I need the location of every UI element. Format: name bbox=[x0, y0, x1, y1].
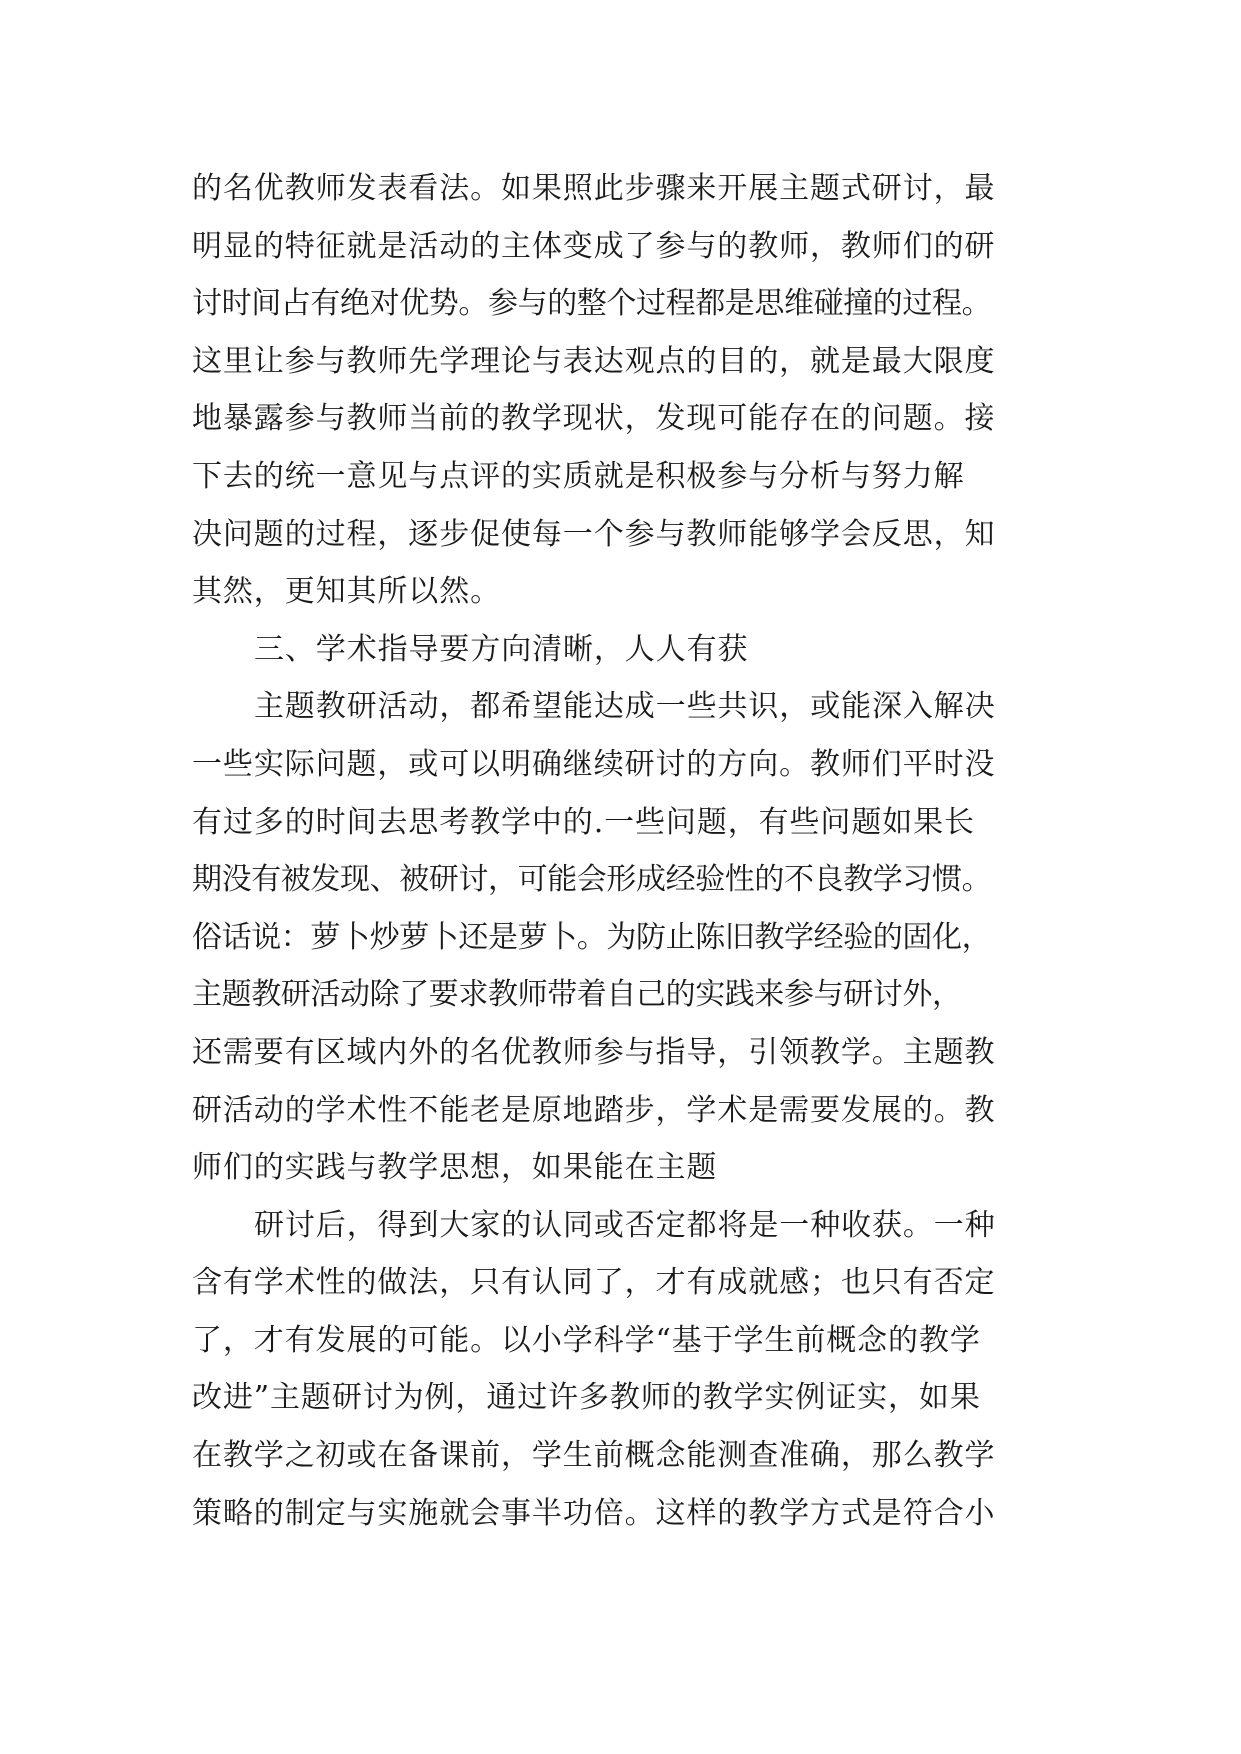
paragraph-2 bbox=[192, 678, 1092, 1196]
section-heading: 三、学术指导要方向清晰，人人有获 bbox=[254, 631, 749, 667]
text-line: 还需要有区域内外的名优教师参与指导，引领教学。主题教 bbox=[192, 1034, 996, 1070]
text-line: 俗话说：萝卜炒萝卜还是萝卜。为防止陈旧教学经验的固化， bbox=[192, 919, 992, 955]
text-line: 讨时间占有绝对优势。参与的整个过程都是思维碰撞的过程。 bbox=[192, 286, 992, 322]
text-line: 决问题的过程，逐步促使每一个参与教师能够学会反思，知 bbox=[192, 516, 996, 552]
text-line: 主题教研活动除了要求教师带着自己的实践来参与研讨外， bbox=[192, 977, 962, 1013]
text-line: 在教学之初或在备课前，学生前概念能测查准确，那么教学 bbox=[192, 1438, 996, 1474]
paragraph-1 bbox=[192, 160, 1092, 621]
text-line: 的名优教师发表看法。如果照此步骤来开展主题式研讨，最 bbox=[192, 171, 996, 206]
paragraph-3 bbox=[192, 1197, 1092, 1543]
text-line: 改进”主题研讨为例，通过许多教师的教学实例证实，如果 bbox=[192, 1380, 981, 1416]
text-line: 主题教研活动，都希望能达成一些共识，或能深入解决 bbox=[254, 689, 996, 725]
text-line: 地暴露参与教师当前的教学现状，发现可能存在的问题。接 bbox=[192, 401, 996, 437]
text-line: 研讨后，得到大家的认同或否定都将是一种收获。一种 bbox=[254, 1207, 996, 1243]
document-body bbox=[192, 160, 1092, 1542]
text-line: 一些实际问题，或可以明确继续研讨的方向。教师们平时没 bbox=[192, 746, 996, 782]
text-line: 策略的制定与实施就会事半功倍。这样的教学方式是符合小 bbox=[192, 1495, 996, 1531]
text-line: 师们的实践与教学思想，如果能在主题 bbox=[192, 1150, 718, 1186]
text-line: 研活动的学术性不能老是原地踏步，学术是需要发展的。教 bbox=[192, 1092, 996, 1128]
text-line: 明显的特征就是活动的主体变成了参与的教师，教师们的研 bbox=[192, 228, 996, 264]
text-line: 下去的统一意见与点评的实质就是积极参与分析与努力解 bbox=[192, 458, 965, 494]
text-line: 其然，更知其所以然。 bbox=[192, 574, 501, 610]
text-line: 有过多的时间去思考教学中的.一些问题，有些问题如果长 bbox=[192, 804, 975, 840]
text-line: 这里让参与教师先学理论与表达观点的目的，就是最大限度 bbox=[192, 343, 996, 379]
text-line: 含有学术性的做法，只有认同了，才有成就感；也只有否定 bbox=[192, 1265, 996, 1301]
text-line: 了，才有发展的可能。以小学科学“基于学生前概念的教学 bbox=[192, 1322, 981, 1358]
text-line: 期没有被发现、被研讨，可能会形成经验性的不良教学习惯。 bbox=[192, 862, 992, 898]
